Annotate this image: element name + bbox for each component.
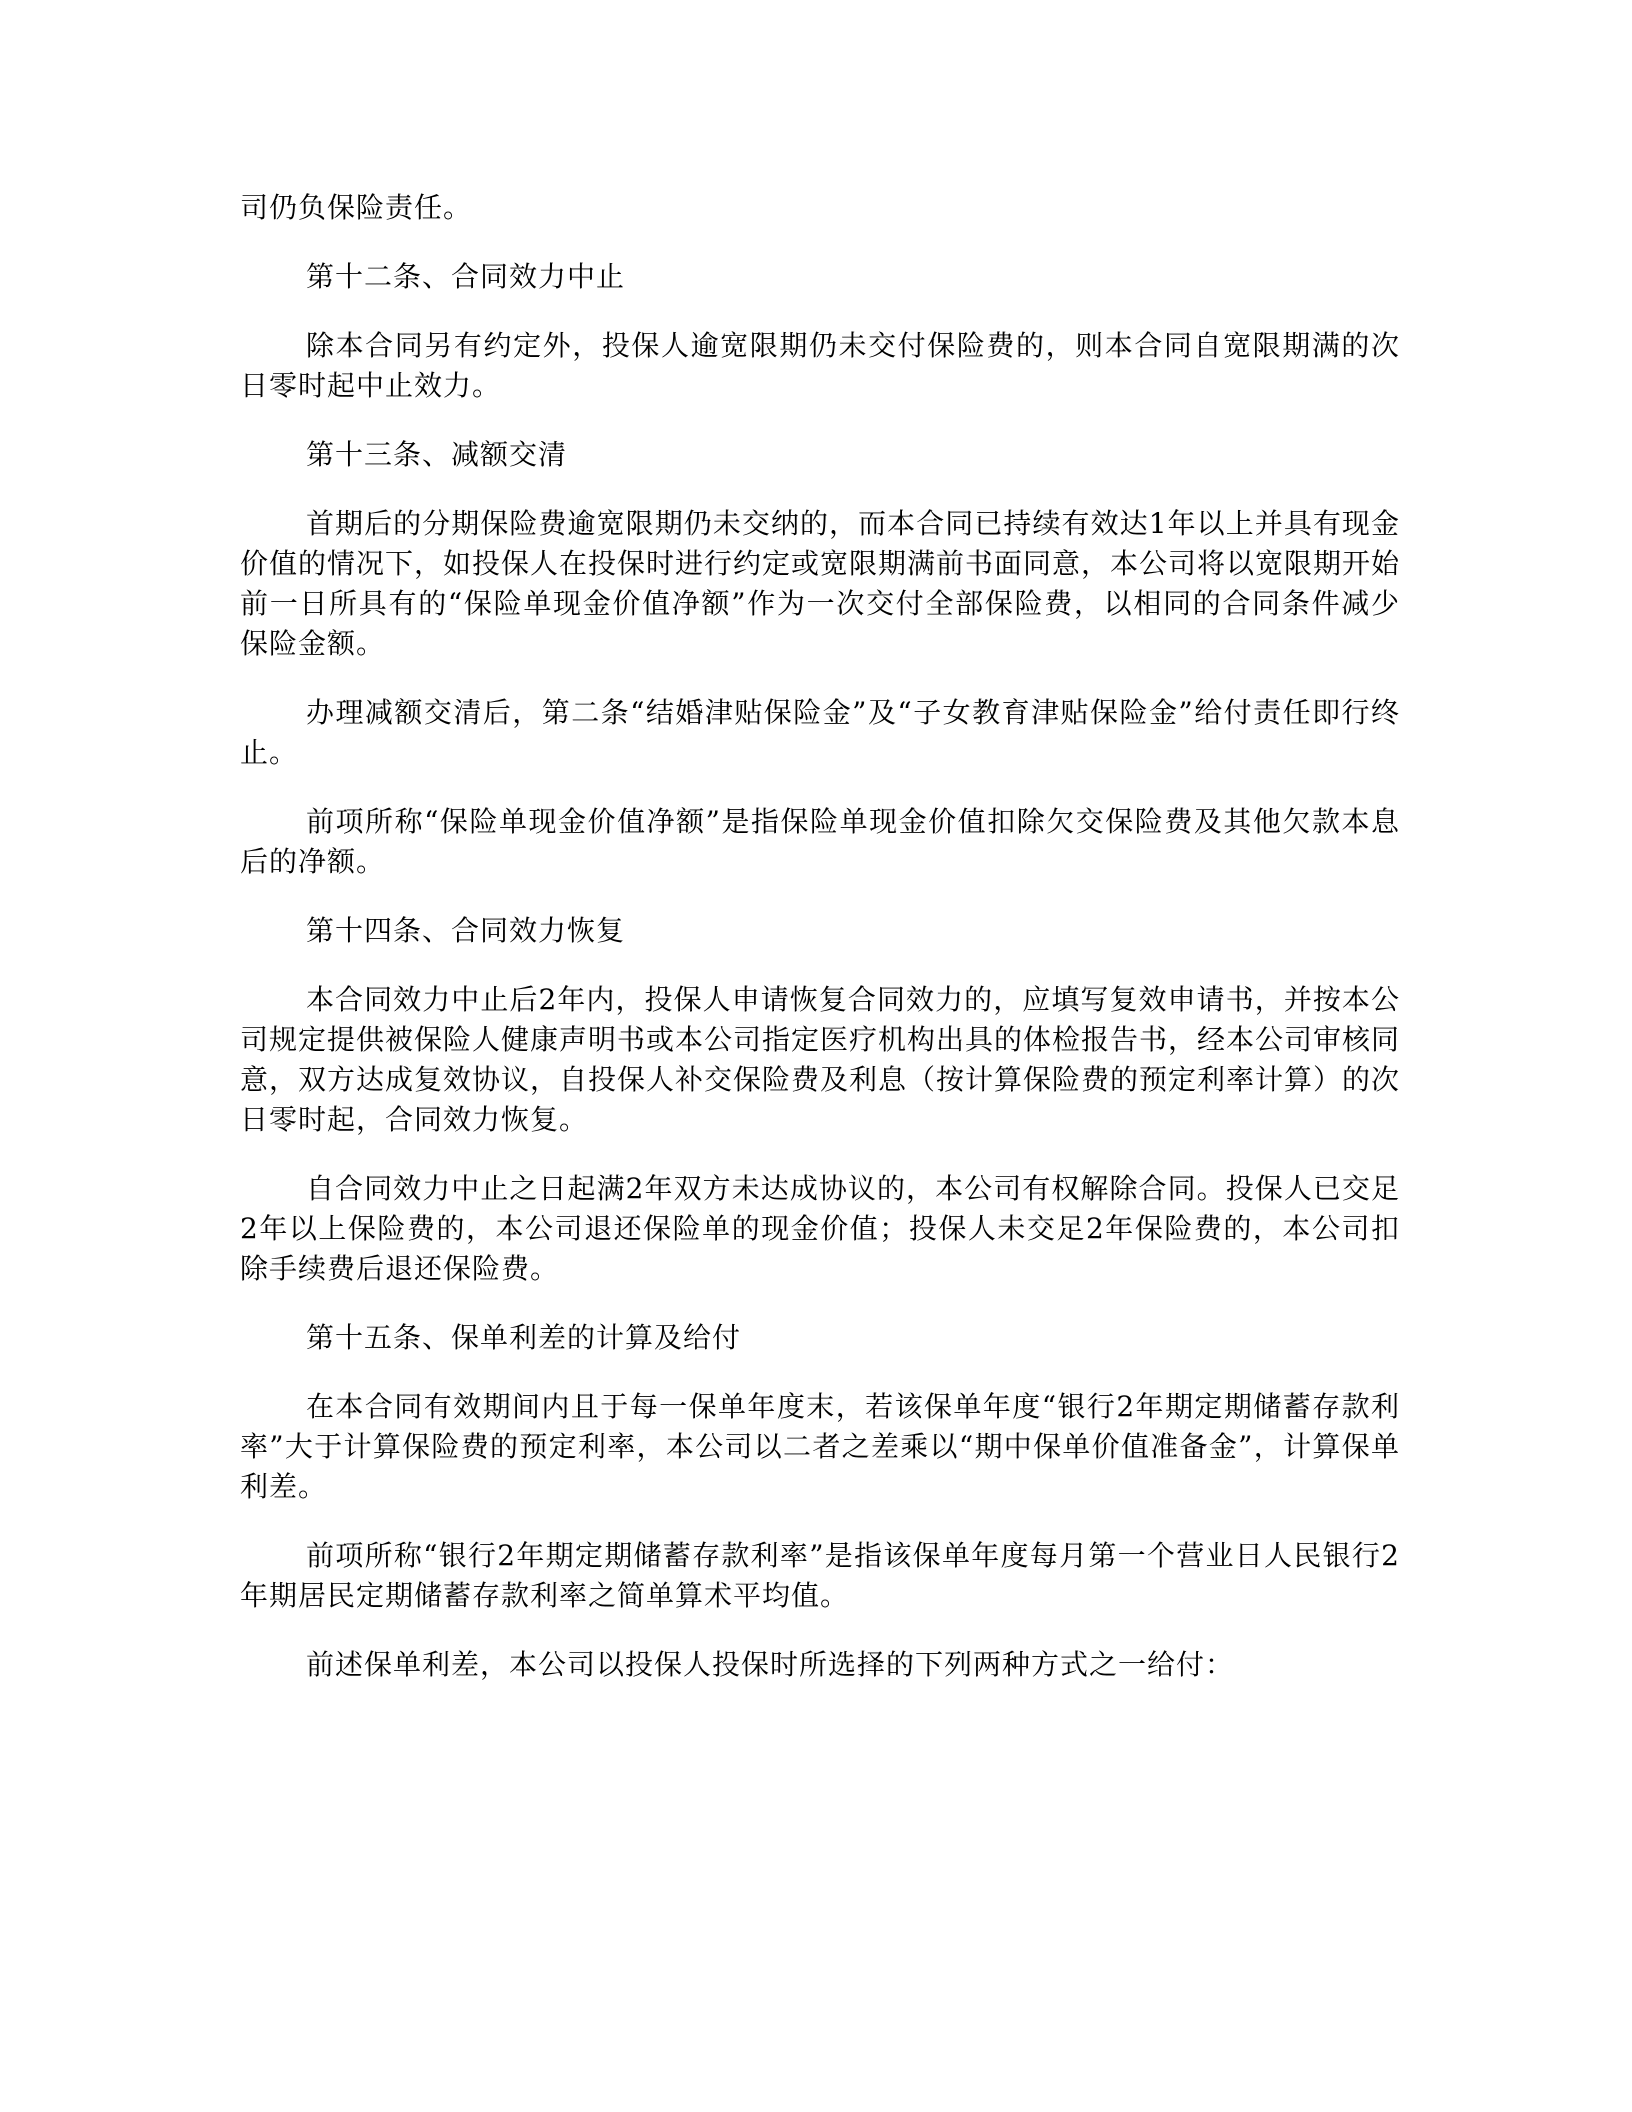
article-12-heading: 第十二条、合同效力中止 — [306, 260, 626, 293]
article-13-paragraph-1: 首期后的分期保险费逾宽限期仍未交纳的，而本合同已持续有效达1年以上并具有现金价值的情况下，如投保人在投保时进行约定或宽限期满前书面同意，本公司将以宽限期开始前一日所具有的“保险单现金价值净额”作为一次交付全部保险费，以相同的合同条件减少保险金额。 — [240, 507, 1401, 660]
article-12-paragraph: 除本合同另有约定外，投保人逾宽限期仍未交付保险费的，则本合同自宽限期满的次日零时起中止效力。 — [240, 329, 1400, 402]
article-15-paragraph-2: 前项所称“银行2年期定期储蓄存款利率”是指该保单年度每月第一个营业日人民银行2年期居民定期储蓄存款利率之简单算术平均值。 — [240, 1539, 1400, 1612]
document-body — [240, 188, 1400, 1714]
article-14-heading: 第十四条、合同效力恢复 — [306, 914, 626, 947]
article-15-heading: 第十五条、保单利差的计算及给付 — [306, 1321, 742, 1354]
article-13-paragraph-2: 办理减额交清后，第二条“结婚津贴保险金”及“子女教育津贴保险金”给付责任即行终止。 — [240, 696, 1400, 769]
article-15-paragraph-3: 前述保单利差，本公司以投保人投保时所选择的下列两种方式之一给付： — [306, 1648, 1235, 1681]
article-13-heading: 第十三条、减额交清 — [306, 438, 568, 471]
article-14-paragraph-2: 自合同效力中止之日起满2年双方未达成协议的，本公司有权解除合同。投保人已交足2年以上保险费的，本公司退还保险单的现金价值；投保人未交足2年保险费的，本公司扣除手续费后退还保险费。 — [240, 1172, 1400, 1285]
article-13-paragraph-3: 前项所称“保险单现金价值净额”是指保险单现金价值扣除欠交保险费及其他欠款本息后的净额。 — [240, 805, 1400, 878]
paragraph-continuation: 司仍负保险责任。 — [240, 191, 473, 224]
article-15-paragraph-1: 在本合同有效期间内且于每一保单年度末，若该保单年度“银行2年期定期储蓄存款利率”大于计算保险费的预定利率，本公司以二者之差乘以“期中保单价值准备金”，计算保单利差。 — [240, 1390, 1400, 1503]
article-14-paragraph-1: 本合同效力中止后2年内，投保人申请恢复合同效力的，应填写复效申请书，并按本公司规定提供被保险人健康声明书或本公司指定医疗机构出具的体检报告书，经本公司审核同意，双方达成复效协议，自投保人补交保险费及利息（按计算保险费的预定利率计算）的次日零时起，合同效力恢复。 — [240, 983, 1401, 1136]
